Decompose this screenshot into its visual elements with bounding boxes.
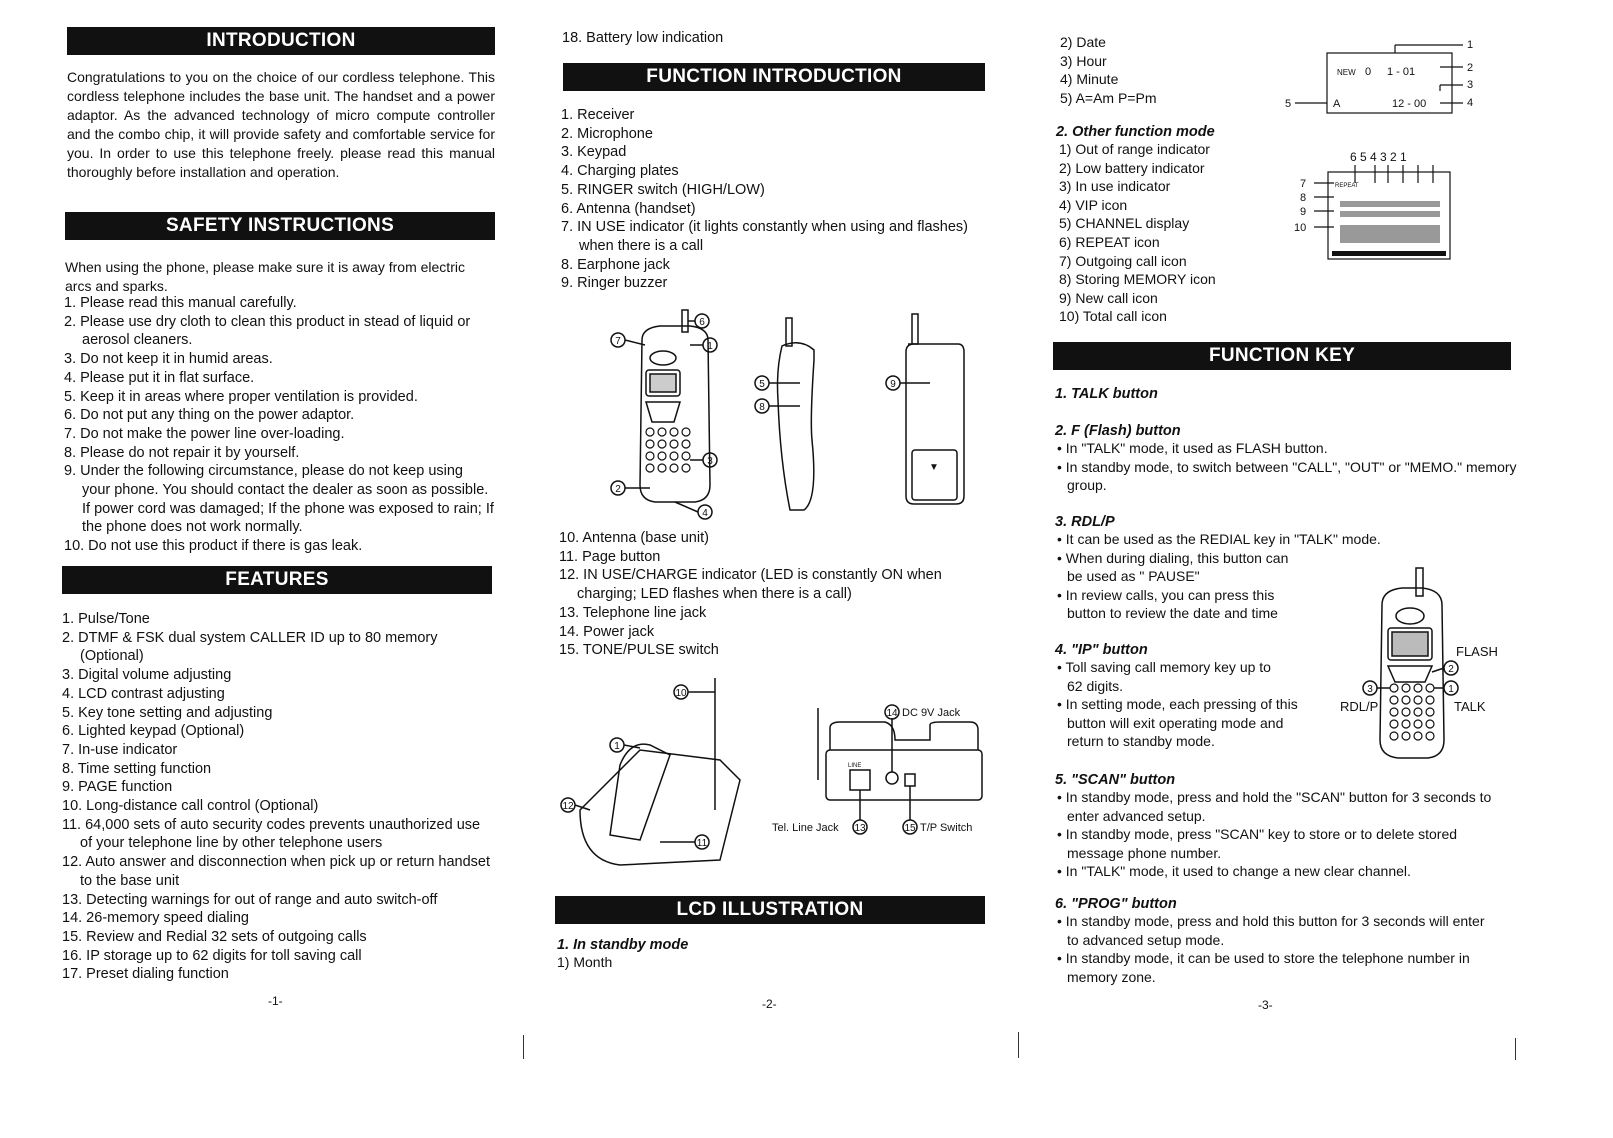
list-item: 6) REPEAT icon bbox=[1059, 233, 1160, 250]
standby-lcd-diagram bbox=[1285, 35, 1475, 125]
page-3 bbox=[1030, 0, 1600, 1138]
handset-keys-diagram bbox=[1310, 560, 1510, 765]
scan-heading: 5. "SCAN" button bbox=[1055, 772, 1176, 788]
list-item: 7) Outgoing call icon bbox=[1059, 252, 1187, 269]
talk-label: TALK bbox=[1454, 699, 1486, 714]
svg-text:13: 13 bbox=[854, 823, 866, 834]
features-list bbox=[62, 610, 492, 984]
function-introduction-heading: FUNCTION INTRODUCTION bbox=[563, 63, 985, 91]
page-number-1: -1- bbox=[268, 994, 283, 1008]
list-item: 4) VIP icon bbox=[1059, 196, 1128, 213]
dc-jack-label: DC 9V Jack bbox=[902, 707, 961, 719]
list-item: 5. Key tone setting and adjusting bbox=[62, 704, 273, 721]
list-item: 3. Do not keep it in humid areas. bbox=[64, 351, 273, 368]
svg-text:6: 6 bbox=[699, 317, 705, 328]
list-item: 9. Under the following circumstance, please do not keep using your phone. You should contact the dealer as soon as possible. If power cord was damaged; If the phone was exposed to rain; If the phone does not work normally. bbox=[64, 463, 494, 536]
svg-text:3: 3 bbox=[1467, 79, 1474, 91]
list-item: 9. PAGE function bbox=[62, 779, 173, 796]
list-item: • In standby mode, press and hold the "SCAN" button for 3 seconds to enter advanced setup. bbox=[1055, 788, 1500, 825]
flash-label: FLASH bbox=[1456, 644, 1498, 659]
standby-items-continued bbox=[1060, 33, 1156, 107]
list-item: 1. Pulse/Tone bbox=[62, 611, 150, 627]
list-item: 14. 26-memory speed dialing bbox=[62, 910, 249, 927]
list-item: 10. Antenna (base unit) bbox=[559, 530, 709, 546]
flash-heading: 2. F (Flash) button bbox=[1055, 423, 1181, 439]
standby-block bbox=[557, 937, 997, 972]
list-item: 2. DTMF & FSK dual system CALLER ID up to 80 memory (Optional) bbox=[62, 629, 438, 665]
safety-list bbox=[64, 294, 494, 556]
function-lcd-diagram bbox=[1294, 145, 1470, 265]
standby-item: 4) Minute bbox=[1060, 71, 1119, 87]
list-item: • In review calls, you can press this button to review the date and time bbox=[1055, 586, 1307, 623]
list-item: 1. Please read this manual carefully. bbox=[64, 295, 297, 311]
ip-section bbox=[1055, 642, 1305, 751]
list-item: 13. Detecting warnings for out of range and auto switch-off bbox=[62, 891, 438, 908]
page-number-3: -3- bbox=[1258, 998, 1273, 1012]
svg-text:10: 10 bbox=[675, 688, 687, 699]
list-item: 12. Auto answer and disconnection when pick up or return handset to the base unit bbox=[62, 854, 491, 889]
list-item: • When during dialing, this button can be used as " PAUSE" bbox=[1055, 549, 1307, 586]
page-divider bbox=[523, 1035, 524, 1059]
standby-item: 3) Hour bbox=[1060, 52, 1107, 69]
list-item: 4. Charging plates bbox=[561, 163, 679, 180]
list-item: 4. LCD contrast adjusting bbox=[62, 685, 225, 702]
list-item: 10. Long-distance call control (Optional) bbox=[62, 798, 319, 815]
page-divider bbox=[1018, 1032, 1019, 1058]
list-item: 13. Telephone line jack bbox=[559, 604, 707, 621]
page-number-2: -2- bbox=[762, 997, 777, 1011]
list-item: 2) Low battery indicator bbox=[1059, 159, 1205, 176]
list-item: • In "TALK" mode, it used as FLASH button. bbox=[1055, 439, 1525, 458]
features-heading: FEATURES bbox=[62, 566, 492, 594]
list-item: 8. Time setting function bbox=[62, 760, 212, 777]
lcd-zero: 0 bbox=[1365, 66, 1372, 78]
rdl-heading: 3. RDL/P bbox=[1055, 514, 1115, 530]
tel-line-jack-label: Tel. Line Jack bbox=[772, 822, 839, 834]
prog-heading: 6. "PROG" button bbox=[1055, 896, 1177, 912]
page-1 bbox=[0, 0, 520, 1138]
list-item: 9) New call icon bbox=[1059, 289, 1158, 306]
page-divider bbox=[1515, 1038, 1516, 1060]
tp-switch-label: T/P Switch bbox=[920, 822, 973, 834]
svg-text:9: 9 bbox=[890, 379, 896, 390]
list-item: 3. Digital volume adjusting bbox=[62, 667, 232, 684]
list-item: 2. Microphone bbox=[561, 125, 653, 142]
list-item: 6. Do not put any thing on the power adaptor. bbox=[64, 407, 355, 424]
svg-text:3: 3 bbox=[707, 456, 713, 467]
svg-text:5: 5 bbox=[759, 379, 765, 390]
list-item: 16. IP storage up to 62 digits for toll saving call bbox=[62, 947, 362, 964]
list-item: 1) Out of range indicator bbox=[1059, 141, 1210, 157]
svg-text:1: 1 bbox=[1467, 39, 1474, 51]
list-item: • In setting mode, each pressing of this button will exit operating mode and return to standby mode. bbox=[1055, 695, 1305, 751]
list-item: 5) CHANNEL display bbox=[1059, 215, 1190, 232]
list-item: 8) Storing MEMORY icon bbox=[1059, 271, 1216, 288]
list-item: 5. Keep it in areas where proper ventilation is provided. bbox=[64, 388, 418, 405]
svg-text:11: 11 bbox=[696, 838, 708, 849]
list-item: 12. IN USE/CHARGE indicator (LED is constantly ON when charging; LED flashes when there is a call) bbox=[559, 567, 942, 603]
svg-text:8: 8 bbox=[1300, 192, 1307, 204]
list-item: 10) Total call icon bbox=[1059, 308, 1167, 325]
list-item: • Toll saving call memory key up to 62 digits. bbox=[1055, 658, 1282, 695]
rdlp-label: RDL/P bbox=[1340, 699, 1379, 714]
talk-heading: 1. TALK button bbox=[1055, 386, 1158, 402]
svg-text:1: 1 bbox=[707, 341, 713, 352]
list-item: 7. Do not make the power line over-loading. bbox=[64, 425, 345, 442]
svg-text:2: 2 bbox=[1467, 62, 1474, 74]
standby-item: 1) Month bbox=[557, 954, 613, 970]
list-item: 1. Receiver bbox=[561, 107, 635, 123]
function-list bbox=[561, 106, 1001, 293]
page-2 bbox=[530, 0, 1020, 1138]
list-item: 5. RINGER switch (HIGH/LOW) bbox=[561, 181, 765, 198]
scan-section bbox=[1055, 772, 1500, 881]
svg-text:2: 2 bbox=[615, 484, 621, 495]
safety-heading: SAFETY INSTRUCTIONS bbox=[65, 212, 495, 240]
svg-text:9: 9 bbox=[1300, 206, 1307, 218]
list-item: 11. 64,000 sets of auto security codes prevents unauthorized use of your telephone line by other telephone users bbox=[62, 816, 481, 852]
list-item: • In standby mode, press and hold this button for 3 seconds will enter to advanced setup mode. bbox=[1055, 912, 1500, 949]
svg-text:▼: ▼ bbox=[929, 462, 939, 473]
prog-section bbox=[1055, 896, 1500, 986]
lcd-top-numbers: 6 5 4 3 2 1 bbox=[1350, 150, 1407, 164]
standby-item: 5) A=Am P=Pm bbox=[1060, 89, 1157, 106]
other-mode-block bbox=[1056, 124, 1306, 326]
list-item: 6. Antenna (handset) bbox=[561, 200, 696, 217]
list-item: 3) In use indicator bbox=[1059, 178, 1171, 195]
safety-intro: When using the phone, please make sure it is away from electric arcs and sparks. bbox=[65, 259, 465, 294]
lcd-repeat: REPEAT bbox=[1335, 183, 1359, 189]
svg-text:12: 12 bbox=[562, 801, 574, 812]
base-unit-diagram bbox=[550, 670, 1000, 870]
svg-text:14: 14 bbox=[886, 708, 898, 719]
other-mode-heading: 2. Other function mode bbox=[1056, 124, 1215, 140]
svg-text:4: 4 bbox=[702, 508, 708, 519]
lcd-new: NEW bbox=[1337, 68, 1356, 77]
introduction-text: Congratulations to you on the choice of our cordless telephone. This cordless telephone includes the base unit. The handset and a power adaptor. As the advanced technology of micro compute controller and the combo chip, it will provide safety and comfortable service for you. In order to use this telephone freely. please read this manual thoroughly before installation and operation. bbox=[67, 69, 495, 180]
svg-text:1: 1 bbox=[1448, 684, 1454, 695]
list-item: • It can be used as the REDIAL key in "TALK" mode. bbox=[1055, 530, 1475, 549]
svg-text:5: 5 bbox=[1285, 98, 1292, 110]
ip-heading: 4. "IP" button bbox=[1055, 642, 1148, 658]
introduction-heading: INTRODUCTION bbox=[67, 27, 495, 55]
svg-text:4: 4 bbox=[1467, 97, 1474, 109]
list-item: 3. Keypad bbox=[561, 144, 627, 161]
battery-low-item: 18. Battery low indication bbox=[562, 30, 724, 46]
list-item: 14. Power jack bbox=[559, 623, 655, 640]
lcd-date: 1 - 01 bbox=[1387, 66, 1416, 78]
base-unit-list bbox=[559, 529, 999, 660]
list-item: 4. Please put it in flat surface. bbox=[64, 369, 255, 386]
list-item: 15. Review and Redial 32 sets of outgoing calls bbox=[62, 928, 367, 945]
svg-text:1: 1 bbox=[614, 741, 620, 752]
lcd-illustration-heading: LCD ILLUSTRATION bbox=[555, 896, 985, 924]
list-item: 17. Preset dialing function bbox=[62, 966, 229, 983]
standby-item: 2) Date bbox=[1060, 34, 1106, 50]
talk-section bbox=[1055, 386, 1158, 402]
lcd-am: A bbox=[1333, 98, 1341, 110]
line-label: LINE bbox=[848, 763, 862, 769]
list-item: • In "TALK" mode, it used to change a new clear channel. bbox=[1055, 862, 1500, 881]
list-item: 8. Please do not repair it by yourself. bbox=[64, 444, 300, 461]
svg-text:7: 7 bbox=[615, 336, 621, 347]
svg-text:2: 2 bbox=[1448, 664, 1454, 675]
list-item: 11. Page button bbox=[559, 548, 661, 565]
list-item: 9. Ringer buzzer bbox=[561, 275, 668, 292]
svg-text:10: 10 bbox=[1294, 222, 1307, 234]
standby-heading: 1. In standby mode bbox=[557, 937, 689, 953]
list-item: 15. TONE/PULSE switch bbox=[559, 642, 719, 659]
list-item: • In standby mode, press "SCAN" key to store or to delete stored message phone number. bbox=[1055, 825, 1500, 862]
svg-text:3: 3 bbox=[1367, 684, 1373, 695]
function-key-heading: FUNCTION KEY bbox=[1053, 342, 1511, 370]
svg-text:7: 7 bbox=[1300, 178, 1307, 190]
list-item: 8. Earphone jack bbox=[561, 256, 670, 273]
list-item: 7. IN USE indicator (it lights constantly when using and flashes) when there is a call bbox=[561, 219, 969, 254]
list-item: • In standby mode, to switch between "CALL", "OUT" or "MEMO." memory group. bbox=[1055, 458, 1525, 495]
handset-diagram bbox=[550, 300, 990, 525]
list-item: 6. Lighted keypad (Optional) bbox=[62, 723, 245, 740]
svg-text:8: 8 bbox=[759, 402, 765, 413]
lcd-time: 12 - 00 bbox=[1392, 98, 1427, 110]
flash-section bbox=[1055, 423, 1525, 495]
list-item: 2. Please use dry cloth to clean this product in stead of liquid or aerosol cleaners. bbox=[64, 313, 471, 349]
svg-text:15: 15 bbox=[904, 823, 916, 834]
list-item: 10. Do not use this product if there is gas leak. bbox=[64, 538, 363, 555]
list-item: 7. In-use indicator bbox=[62, 741, 178, 758]
list-item: • In standby mode, it can be used to store the telephone number in memory zone. bbox=[1055, 949, 1500, 986]
